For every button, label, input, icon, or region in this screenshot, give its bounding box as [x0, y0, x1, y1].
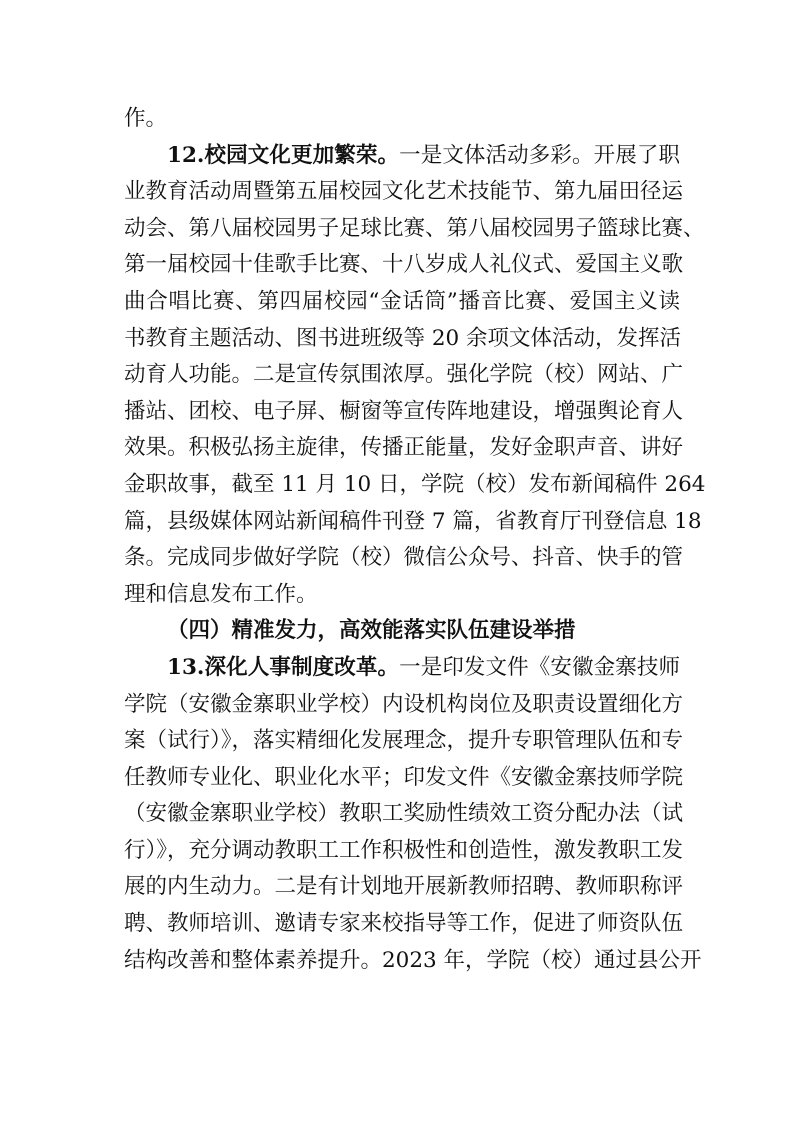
body-text — [124, 101, 706, 979]
text-line: 条。完成同步做好学院（校）微信公众号、抖音、快手的管 — [124, 545, 684, 571]
text-line: 播站、团校、电子屏、橱窗等宣传阵地建设，增强舆论育人 — [124, 398, 684, 424]
text-run: 一是印发文件《安徽金寨技师 — [399, 654, 680, 680]
text-line: 理和信息发布工作。 — [124, 581, 318, 607]
text-line: 结构改善和整体素养提升。2023 年，学院（校）通过县公开 — [124, 947, 702, 973]
text-line: （安徽金寨职业学校）教职工奖励性绩效工资分配办法（试 — [124, 801, 684, 827]
text-line: 书教育主题活动、图书进班级等 20 余项文体活动，发挥活 — [124, 325, 682, 351]
text-line: 效果。积极弘扬主旋律，传播正能量，发好金职声音、讲好 — [124, 435, 684, 461]
text-line: 作。 — [124, 106, 168, 131]
text-line: 篇，县级媒体网站新闻稿件刊登 7 篇，省教育厅刊登信息 18 — [124, 508, 702, 534]
text-line: 展的内生动力。二是有计划地开展新教师招聘、教师职称评 — [124, 874, 684, 900]
text-line: 第一届校园十佳歌手比赛、十八岁成人礼仪式、爱国主义歌 — [124, 252, 684, 278]
text-line: 聘、教师培训、邀请专家来校指导等工作，促进了师资队伍 — [124, 911, 684, 937]
text-line: 任教师专业化、职业化水平；印发文件《安徽金寨技师学院 — [124, 764, 684, 790]
text-line: 动会、第八届校园男子足球比赛、第八届校园男子篮球比赛、 — [124, 215, 705, 241]
section-heading: （四）精准发力，高效能落实队伍建设举措 — [167, 618, 576, 644]
item-heading-12: 12.校园文化更加繁荣。 — [167, 142, 400, 168]
paragraph-13-first-line — [124, 650, 680, 687]
item-heading-13: 13.深化人事制度改革。 — [167, 654, 400, 680]
text-run: 一是文体活动多彩。开展了职 — [399, 142, 680, 168]
text-line: 业教育活动周暨第五届校园文化艺术技能节、第九届田径运 — [124, 179, 684, 205]
text-line: 动育人功能。二是宣传氛围浓厚。强化学院（校）网站、广 — [124, 362, 684, 388]
text-line: 曲合唱比赛、第四届校园“金话筒”播音比赛、爱国主义读 — [124, 288, 680, 314]
text-line: 案（试行）》，落实精细化发展理念，提升专职管理队伍和专 — [124, 728, 684, 754]
text-line: 学院（安徽金寨职业学校）内设机构岗位及职责设置细化方 — [124, 691, 684, 717]
text-line: 金职故事，截至 11 月 10 日，学院（校）发布新闻稿件 264 — [124, 471, 706, 497]
text-line: 行）》，充分调动教职工工作积极性和创造性，激发教职工发 — [124, 837, 684, 863]
paragraph-12-first-line — [124, 138, 680, 175]
